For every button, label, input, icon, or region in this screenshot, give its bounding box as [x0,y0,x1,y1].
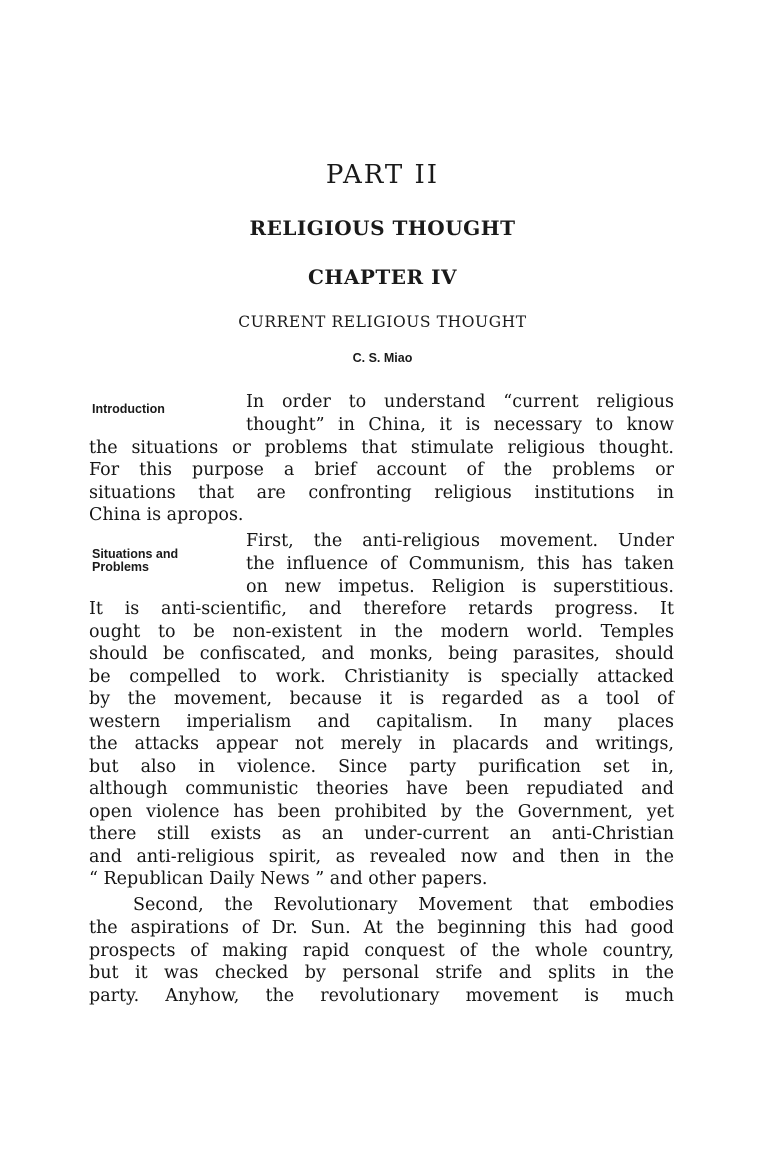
body-line: open violence has been prohibited by the Government, yet [89,802,674,822]
body-line: It is anti-scientific, and therefore retards progress. It [89,599,674,619]
body-line: the attacks appear not merely in placards and writings, [89,734,674,754]
sidenote-situations-problems [92,548,178,574]
sidenote-situations-line1: Situations and [92,547,179,561]
body-line: and anti-religious spirit, as revealed now and then in the [89,847,674,867]
body-line: the situations or problems that stimulate religious thought. [89,438,674,458]
body-line: should be confiscated, and monks, being parasites, should [89,644,674,664]
body-line: ought to be non-existent in the modern world. Temples [89,622,674,642]
part-title: PART II [325,160,440,190]
body-line: but also in violence. Since party purification set in, [89,757,674,777]
author-name: C. S. Miao [352,351,413,365]
section-title: RELIGIOUS THOUGHT [249,216,516,240]
body-line: be compelled to work. Christianity is specially attacked [89,667,674,687]
sidenote-situations-line2: Problems [92,560,149,574]
body-line: “ Republican Daily News ” and other papers. [89,869,488,889]
sidenote-introduction [92,403,165,416]
body-line: In order to understand “current religious [246,392,674,412]
body-line: the aspirations of Dr. Sun. At the beginning this had good [89,918,674,938]
body-line: For this purpose a brief account of the problems or [89,460,674,480]
body-line: on new impetus. Religion is superstitious. [246,577,674,597]
body-line: there still exists as an under-current an anti-Christian [89,824,674,844]
body-line: prospects of making rapid conquest of the whole country, [89,941,674,961]
body-line: although communistic theories have been repudiated and [89,779,674,799]
body-line: China is apropos. [89,505,244,525]
body-line: western imperialism and capitalism. In many places [89,712,674,732]
sidenote-introduction-text: Introduction [92,402,165,416]
body-line: Second, the Revolutionary Movement that embodies [133,895,674,915]
body-line: party. Anyhow, the revolutionary movement is much [89,986,674,1006]
body-line: by the movement, because it is regarded as a tool of [89,689,674,709]
chapter-title: CHAPTER IV [308,265,457,289]
body-line: situations that are confronting religious institutions in [89,483,674,503]
body-line: First, the anti-religious movement. Under [246,531,674,551]
body-line: the influence of Communism, this has taken [246,554,674,574]
body-line: but it was checked by personal strife and splits in the [89,963,674,983]
chapter-subtitle: CURRENT RELIGIOUS THOUGHT [238,313,527,331]
body-line: thought” in China, it is necessary to know [246,415,674,435]
